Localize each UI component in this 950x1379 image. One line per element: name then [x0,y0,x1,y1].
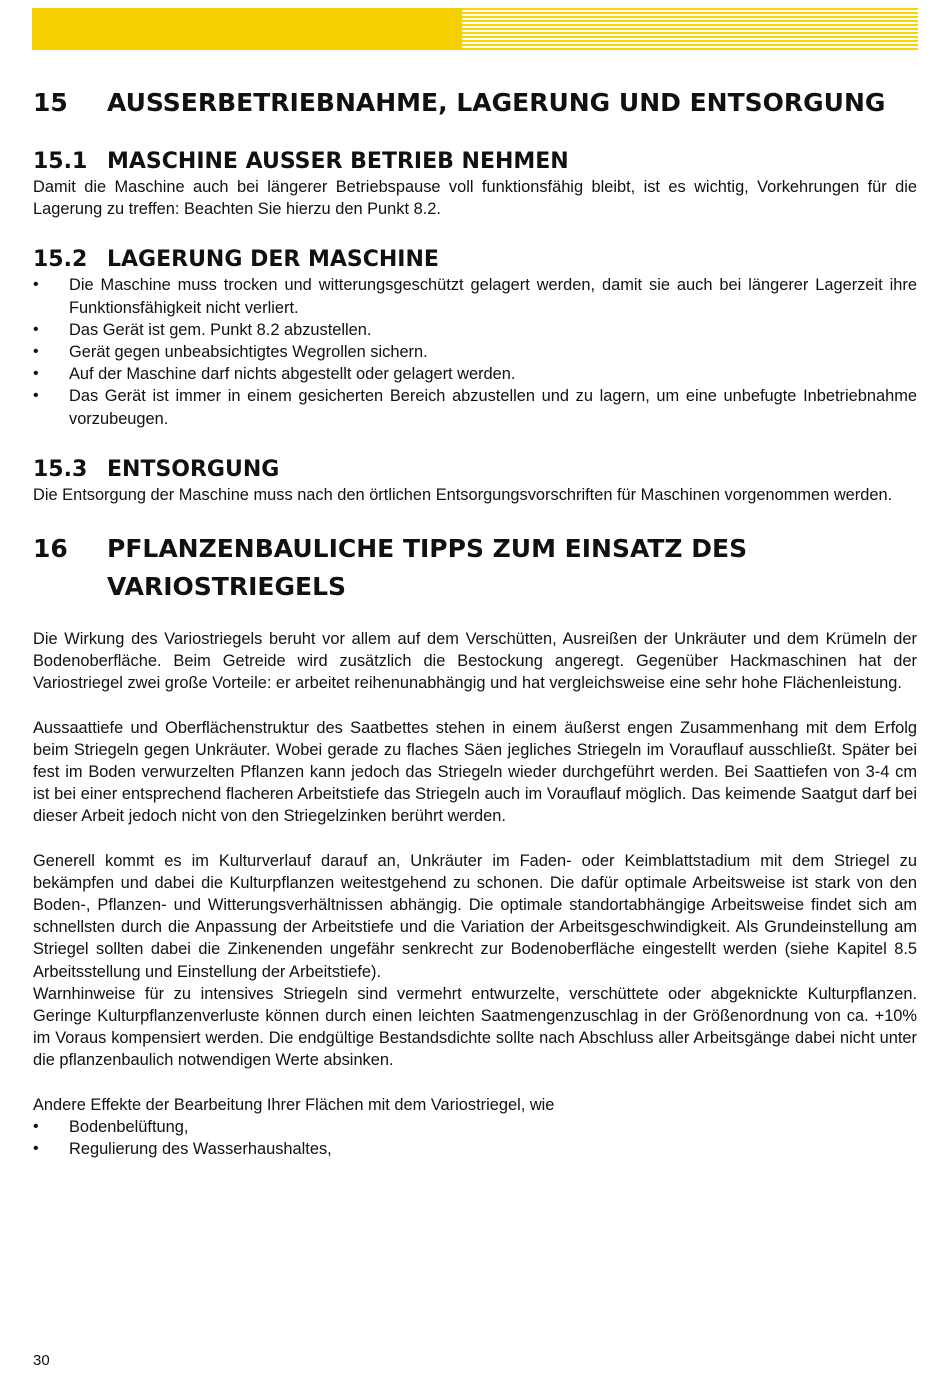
section-15-1-title: MASCHINE AUSSER BETRIEB NEHMEN [107,149,569,174]
header-stripe-band [32,8,918,50]
chapter-16-title: PFLANZENBAULICHE TIPPS ZUM EINSATZ DES VARIOSTRIEGELS [107,534,748,602]
section-15-1-number: 15.1 [33,149,88,174]
list-item: • Bodenbelüftung, [33,1116,917,1138]
list-item: • Regulierung des Wasserhaushaltes, [33,1138,917,1160]
section-15-3-heading [33,456,917,484]
chapter-16-heading [33,530,917,606]
section-15-2-heading [33,246,917,274]
section-15-3-title: ENTSORGUNG [107,456,280,482]
chapter-16-number: 16 [33,534,68,564]
chapter-16-paragraph-5: Andere Effekte der Bearbeitung Ihrer Flächen mit dem Variostriegel, wie [33,1095,555,1114]
section-15-1-text: Damit die Maschine auch bei längerer Betriebspause voll funktionsfähig bleibt, ist es wichtig, Vorkehrungen für die Lagerung zu treffen: Beachten Sie hierzu den Punkt 8.2. [33,178,917,219]
section-15-2-title: LAGERUNG DER MASCHINE [107,247,439,273]
chapter-16-paragraph-3: Generell kommt es im Kulturverlauf darauf an, Unkräuter im Faden- oder Keimblattstadium mit dem Striegel zu bekämpfen und dabei die Kulturpflanzen weitestgehend zu schonen. Die dafür optimale Arbeitsweise ist stark von den Boden-, Pflanzen- und Witterungsverhältnissen abhängig. Die optimale standortabhängige Arbeitsweise findet sich am schnellsten durch die Anpassung der Arbeitstiefe und die Variation der Arbeitsgeschwindigkeit. Als Grundeinstellung am Striegel sollten dabei die Zinkenenden ungefähr senkrecht zur Bodenoberfläche eingestellt werden (siehe Kapitel 8.5 Arbeitsstellung und Einstellung der Arbeitstiefe). [33,851,917,981]
section-15-3-text: Die Entsorgung der Maschine muss nach den örtlichen Entsorgungsvorschriften für Maschinen vorgenommen werden. [33,485,893,504]
chapter-15-heading [33,84,917,122]
list-item: • Das Gerät ist immer in einem gesicherten Bereich abzustellen und zu lagern, um eine unbefugte Inbetriebnahme vorzubeugen. [33,385,917,429]
page-number: 30 [33,1352,50,1369]
section-15-2-number: 15.2 [33,247,88,273]
section-15-1-heading [33,148,917,176]
section-15-3-number: 15.3 [33,456,88,482]
list-item: • Auf der Maschine darf nichts abgestellt oder gelagert werden. [33,363,917,385]
chapter-16-paragraph-1: Die Wirkung des Variostriegels beruht vor allem auf dem Verschütten, Ausreißen der Unkräuter und dem Krümeln der Bodenoberfläche. Beim Getreide wird zusätzlich die Bestockung angeregt. Gegenüber Hackmaschinen hat der Variostriegel zwei große Vorteile: er arbeitet reihenunabhängig und hat vergleichsweise eine sehr hohe Flächenleistung. [33,630,917,693]
page-content [33,84,917,1160]
chapter-15-title: AUSSERBETRIEBNAHME, LAGERUNG UND ENTSORGUNG [107,88,886,117]
chapter-16-paragraph-2: Aussaattiefe und Oberflächenstruktur des Saatbettes stehen in einem äußerst engen Zusammenhang mit dem Erfolg beim Striegeln gegen Unkräuter. Wobei gerade zu flaches Säen jegliches Striegeln im Vorauflauf ausschließt. Später bei fest im Boden verwurzelten Pflanzen kann jedoch das Striegeln wieder durchgeführt werden. Bei Saattiefen von 3-4 cm ist bei einer entsprechend flacheren Arbeitstiefe das Striegeln auch im Vorauflauf möglich. Das keimende Saatgut darf bei dieser Arbeit jedoch nicht von den Striegelzinken berührt werden. [33,718,917,826]
chapter-16-paragraph-4: Warnhinweise für zu intensives Striegeln sind vermehrt entwurzelte, verschüttete oder abgeknickte Kulturpflanzen. Geringe Kulturpflanzenverluste können durch einen leichten Saatmengenzuschlag in der Größenordnung von ca. +10% im Voraus kompensiert werden. Die endgültige Bestandsdichte sollte nach Abschluss aller Arbeitsgänge dabei nicht unter die pflanzenbaulich notwendigen Werte absinken. [33,984,917,1070]
section-15-2-list [33,274,917,429]
chapter-15-number: 15 [33,88,68,117]
list-item: • Das Gerät ist gem. Punkt 8.2 abzustellen. [33,319,917,341]
chapter-16-list [33,1116,917,1160]
list-item: • Die Maschine muss trocken und witterungsgeschützt gelagert werden, damit sie auch bei längerer Lagerzeit ihre Funktionsfähigkeit nicht verliert. [33,274,917,318]
list-item: • Gerät gegen unbeabsichtigtes Wegrollen sichern. [33,341,917,363]
